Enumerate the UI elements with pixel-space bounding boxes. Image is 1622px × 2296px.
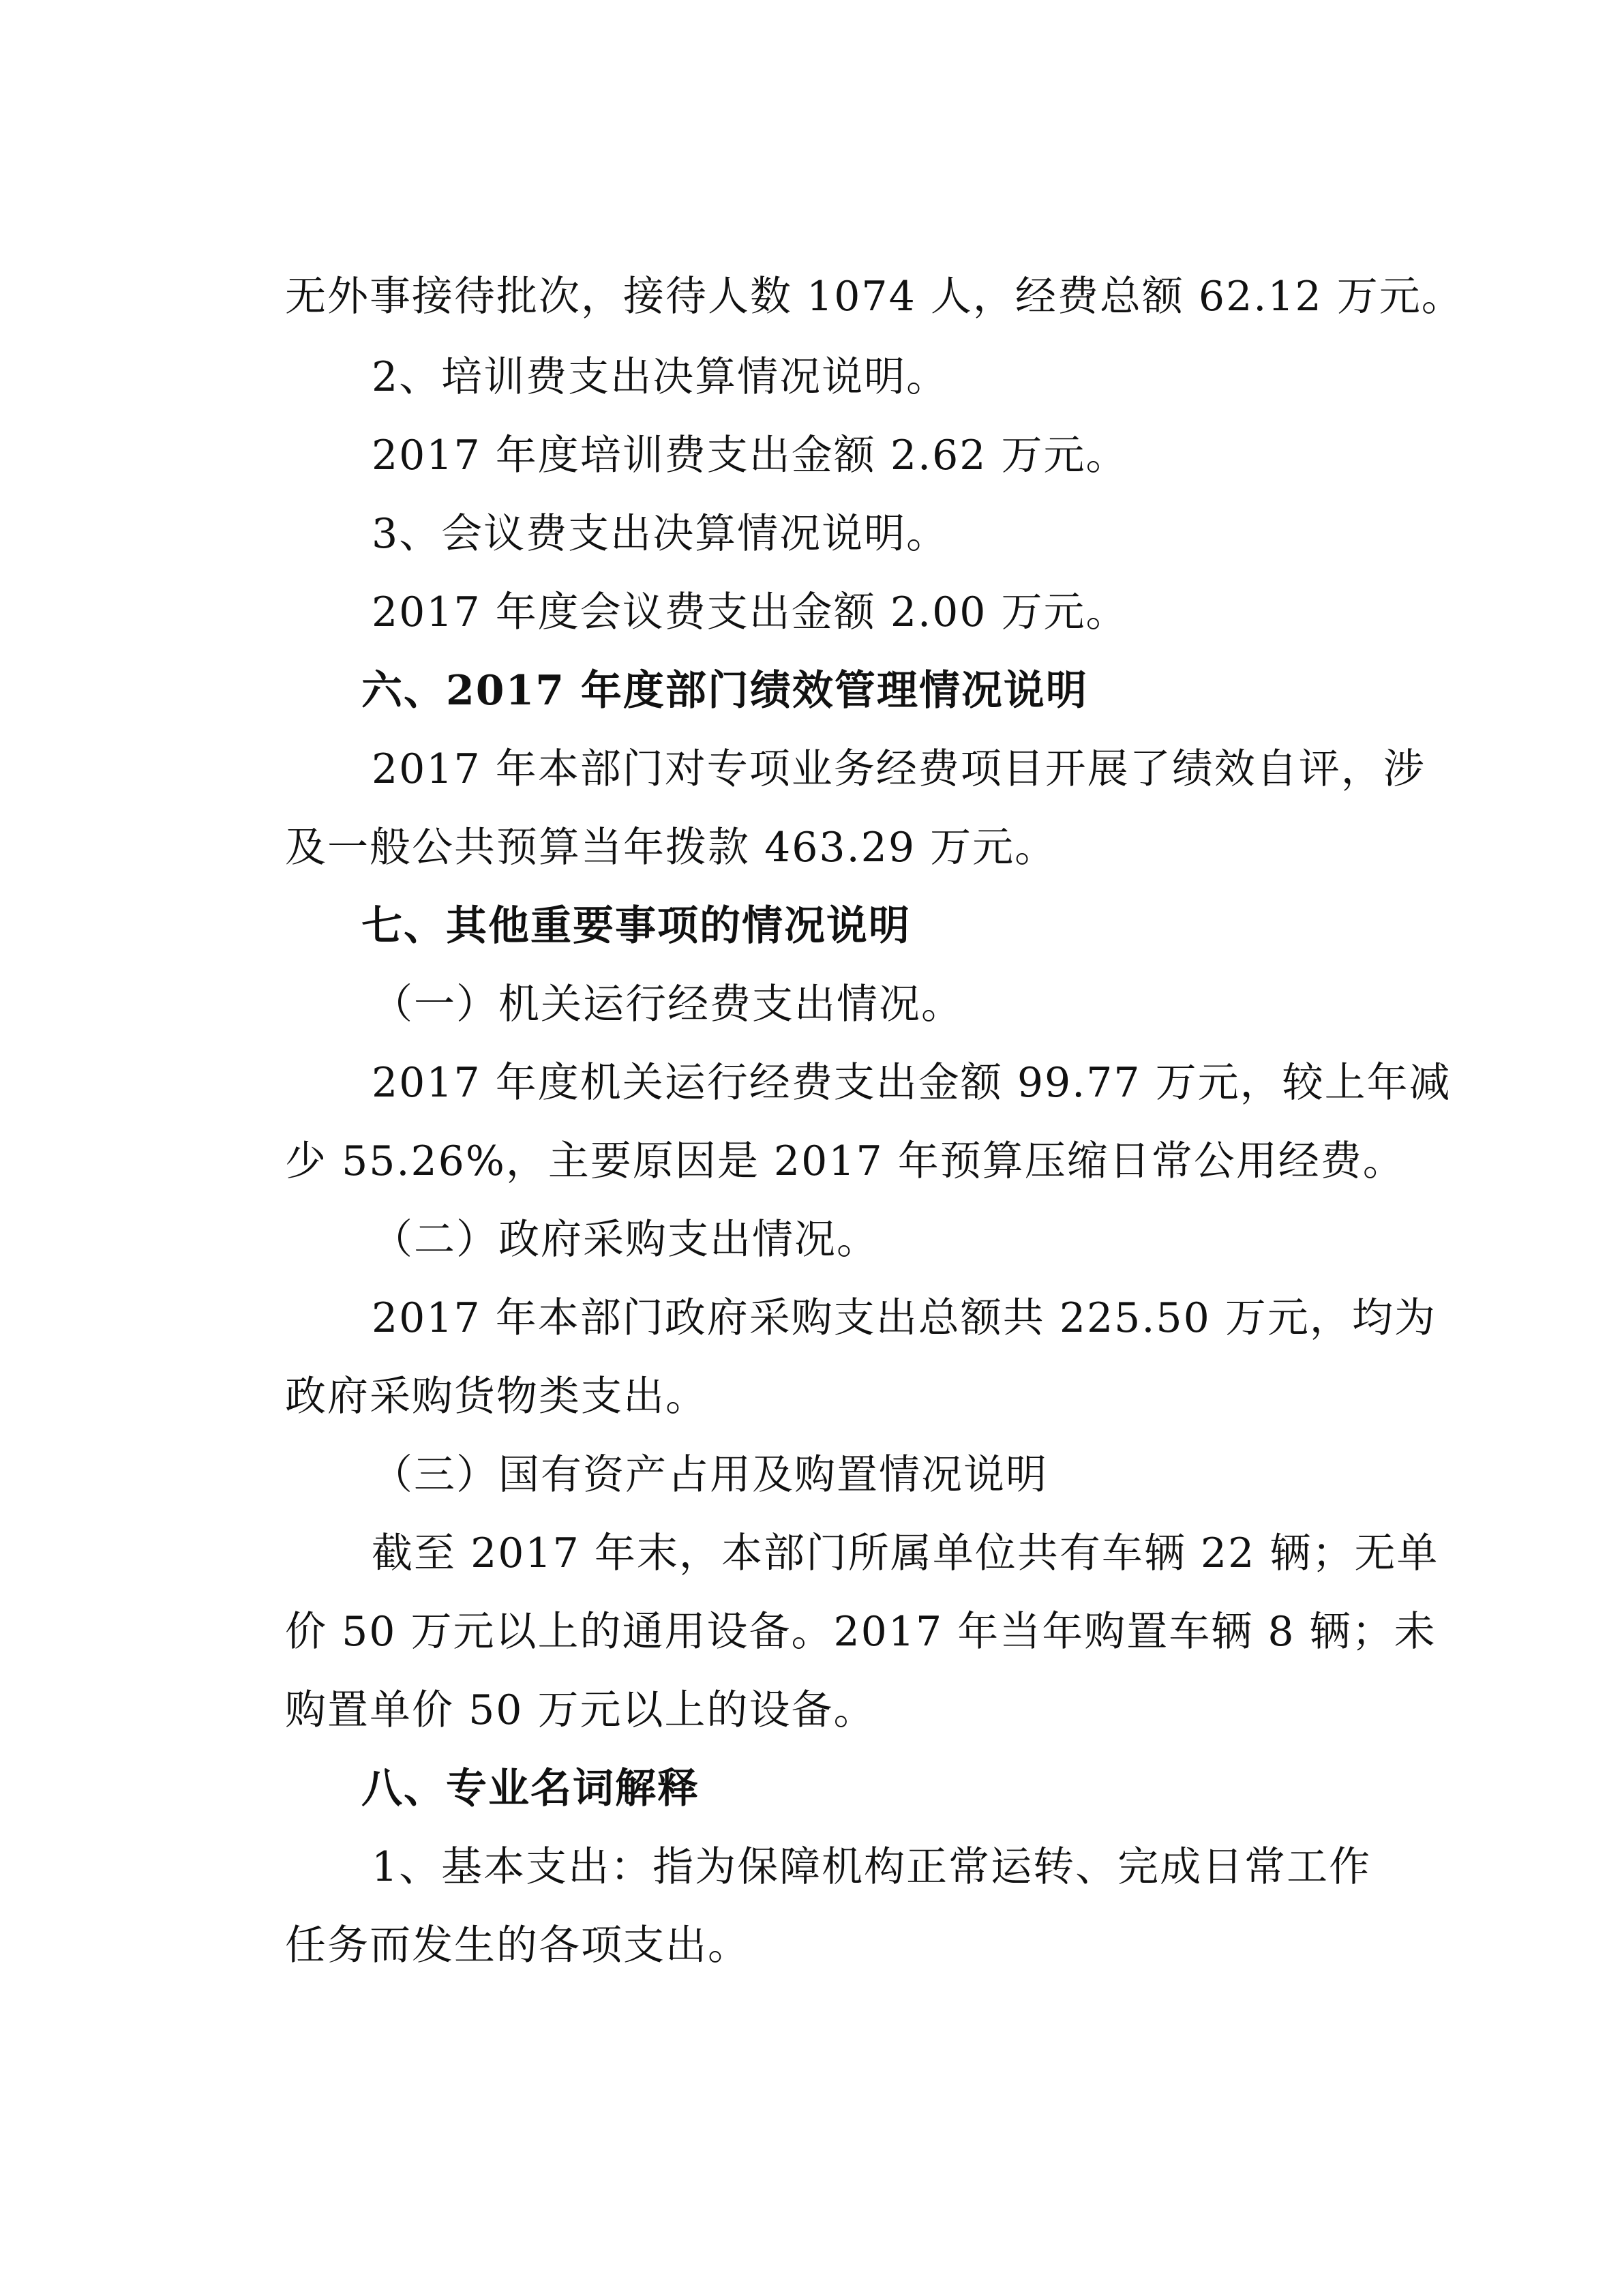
paragraph-line: 截至 2017 年末，本部门所属单位共有车辆 22 辆；无单 bbox=[372, 1530, 1439, 1577]
paragraph-line: 2017 年度培训费支出金额 2.62 万元。 bbox=[372, 432, 1128, 479]
paragraph-line: 1、基本支出：指为保障机构正常运转、完成日常工作 bbox=[372, 1843, 1372, 1891]
subsection-heading: （二）政府采购支出情况。 bbox=[372, 1216, 879, 1264]
paragraph-line: 无外事接待批次，接待人数 1074 人，经费总额 62.12 万元。 bbox=[285, 273, 1464, 320]
section-heading: 六、2017 年度部门绩效管理情况说明 bbox=[361, 667, 1088, 715]
section-heading: 七、其他重要事项的情况说明 bbox=[361, 902, 911, 950]
paragraph-line: 政府采购货物类支出。 bbox=[285, 1373, 708, 1420]
list-item-heading: 3、会议费支出决算情况说明。 bbox=[372, 510, 949, 558]
paragraph-line: 2017 年度会议费支出金额 2.00 万元。 bbox=[372, 588, 1128, 636]
list-item-heading: 2、培训费支出决算情况说明。 bbox=[372, 353, 949, 401]
paragraph-line: 价 50 万元以上的通用设备。2017 年当年购置车辆 8 辆；未 bbox=[285, 1608, 1437, 1656]
paragraph-line: 及一般公共预算当年拨款 463.29 万元。 bbox=[285, 824, 1057, 871]
subsection-heading: （一）机关运行经费支出情况。 bbox=[372, 981, 963, 1028]
section-heading: 八、专业名词解释 bbox=[361, 1765, 700, 1813]
paragraph-line: 任务而发生的各项支出。 bbox=[285, 1922, 750, 1969]
paragraph-line: 购置单价 50 万元以上的设备。 bbox=[285, 1686, 876, 1734]
subsection-heading: （三）国有资产占用及购置情况说明 bbox=[372, 1451, 1048, 1499]
paragraph-line: 少 55.26%，主要原因是 2017 年预算压缩日常公用经费。 bbox=[285, 1137, 1405, 1185]
paragraph-line: 2017 年本部门政府采购支出总额共 225.50 万元，均为 bbox=[372, 1294, 1437, 1342]
paragraph-line: 2017 年本部门对专项业务经费项目开展了绩效自评，涉 bbox=[372, 745, 1426, 793]
paragraph-line: 2017 年度机关运行经费支出金额 99.77 万元，较上年减 bbox=[372, 1059, 1452, 1107]
